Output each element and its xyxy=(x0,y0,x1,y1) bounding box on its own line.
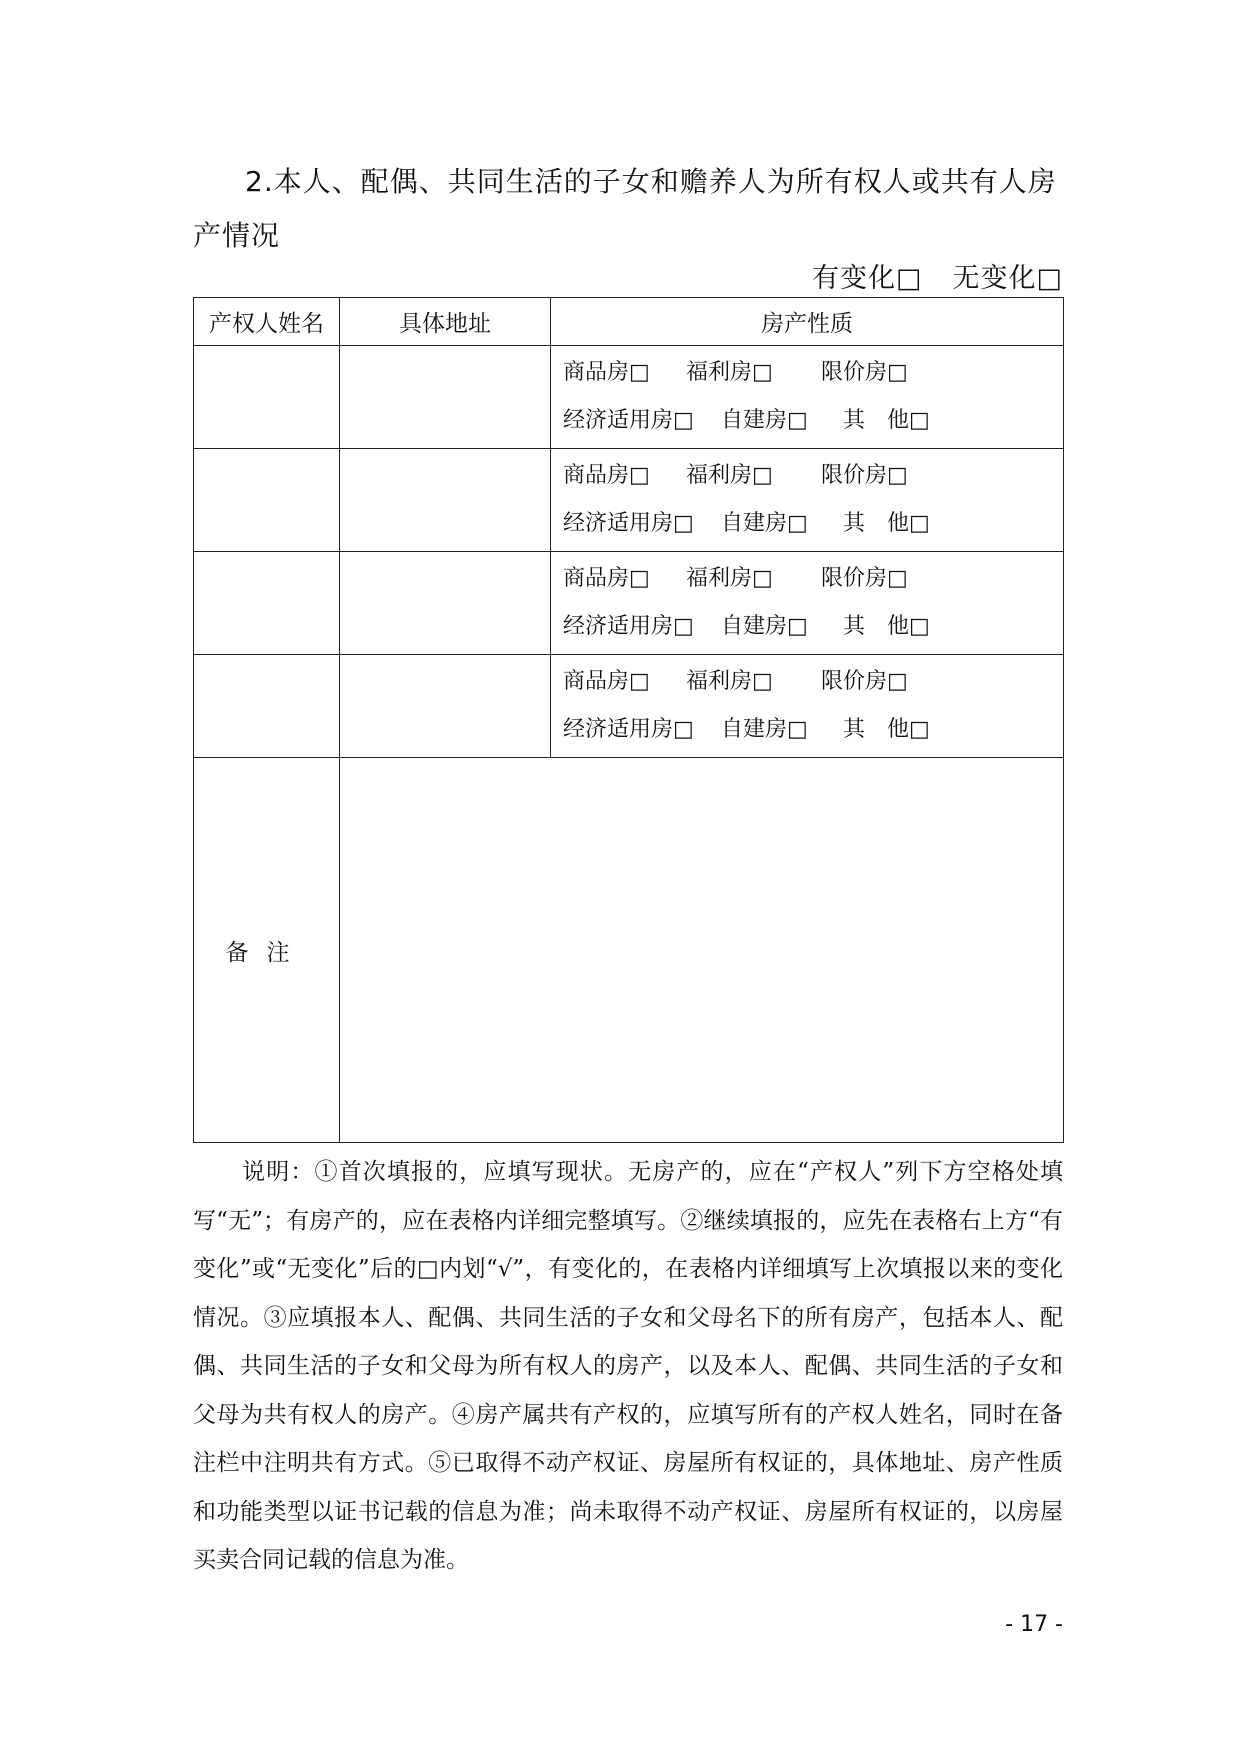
owner-cell[interactable] xyxy=(194,655,340,758)
type-commercial[interactable]: 商品房□ xyxy=(563,669,650,694)
changed-checkbox[interactable]: 有变化□ xyxy=(811,263,923,294)
property-table xyxy=(193,297,1064,1143)
owner-cell[interactable] xyxy=(194,346,340,449)
type-commercial[interactable]: 商品房□ xyxy=(563,360,650,385)
page-number: - 17 - xyxy=(1005,1612,1063,1637)
header-owner-name: 产权人姓名 xyxy=(194,298,340,346)
remarks-label: 备注 xyxy=(194,758,340,1143)
type-welfare[interactable]: 福利房□ xyxy=(686,463,773,488)
type-price-limited[interactable]: 限价房□ xyxy=(821,566,908,591)
property-type-cell xyxy=(551,346,1064,449)
remarks-row xyxy=(194,758,1064,1143)
type-line xyxy=(563,658,1063,706)
table-row xyxy=(194,346,1064,449)
remarks-cell[interactable] xyxy=(340,758,1064,1143)
type-line xyxy=(563,603,1063,651)
type-line xyxy=(563,555,1063,603)
type-welfare[interactable]: 福利房□ xyxy=(686,669,773,694)
table-row xyxy=(194,655,1064,758)
property-type-cell xyxy=(551,655,1064,758)
type-affordable[interactable]: 经济适用房□ xyxy=(563,614,694,639)
address-cell[interactable] xyxy=(340,346,551,449)
type-line xyxy=(563,349,1063,397)
header-address: 具体地址 xyxy=(340,298,551,346)
table-row xyxy=(194,449,1064,552)
heading-line-2: 产情况 xyxy=(193,219,281,252)
type-price-limited[interactable]: 限价房□ xyxy=(821,669,908,694)
table-row xyxy=(194,552,1064,655)
type-price-limited[interactable]: 限价房□ xyxy=(821,360,908,385)
instructions xyxy=(193,1148,1063,1585)
type-other[interactable]: 其 他□ xyxy=(843,408,930,433)
type-price-limited[interactable]: 限价房□ xyxy=(821,463,908,488)
instructions-text: 说明：①首次填报的，应填写现状。无房产的，应在“产权人”列下方空格处填写“无”；有房产的，应在表格内详细完整填写。②继续填报的，应先在表格右上方“有变化”或“无变化”后的□内划“√”，有变化的，在表格内详细填写上次填报以来的变化情况。③应填报本人、配偶、共同生活的子女和父母名下的所有房产，包括本人、配偶、共同生活的子女和父母为所有权人的房产，以及本人、配偶、共同生活的子女和父母为共有权人的房产。④房产属共有产权的，应填写所有的产权人姓名，同时在备注栏中注明共有方式。⑤已取得不动产权证、房屋所有权证的，具体地址、房产性质和功能类型以证书记载的信息为准；尚未取得不动产权证、房屋所有权证的，以房屋买卖合同记载的信息为准。 xyxy=(193,1159,1063,1573)
type-affordable[interactable]: 经济适用房□ xyxy=(563,408,694,433)
type-line xyxy=(563,500,1063,548)
type-commercial[interactable]: 商品房□ xyxy=(563,463,650,488)
owner-cell[interactable] xyxy=(194,449,340,552)
type-welfare[interactable]: 福利房□ xyxy=(686,360,773,385)
type-self-built[interactable]: 自建房□ xyxy=(721,614,808,639)
type-line xyxy=(563,397,1063,445)
unchanged-checkbox[interactable]: 无变化□ xyxy=(952,263,1063,294)
type-affordable[interactable]: 经济适用房□ xyxy=(563,511,694,536)
type-self-built[interactable]: 自建房□ xyxy=(721,717,808,742)
table-header-row xyxy=(194,298,1064,346)
change-status xyxy=(812,256,1063,295)
property-type-cell xyxy=(551,449,1064,552)
property-type-cell xyxy=(551,552,1064,655)
type-affordable[interactable]: 经济适用房□ xyxy=(563,717,694,742)
type-other[interactable]: 其 他□ xyxy=(843,717,930,742)
type-other[interactable]: 其 他□ xyxy=(843,614,930,639)
section-heading xyxy=(193,155,1063,263)
address-cell[interactable] xyxy=(340,655,551,758)
type-other[interactable]: 其 他□ xyxy=(843,511,930,536)
address-cell[interactable] xyxy=(340,552,551,655)
heading-line-1: 2.本人、配偶、共同生活的子女和赡养人为所有权人或共有人房 xyxy=(245,165,1057,198)
type-self-built[interactable]: 自建房□ xyxy=(721,511,808,536)
type-line xyxy=(563,706,1063,754)
type-line xyxy=(563,452,1063,500)
address-cell[interactable] xyxy=(340,449,551,552)
type-commercial[interactable]: 商品房□ xyxy=(563,566,650,591)
owner-cell[interactable] xyxy=(194,552,340,655)
type-welfare[interactable]: 福利房□ xyxy=(686,566,773,591)
type-self-built[interactable]: 自建房□ xyxy=(721,408,808,433)
header-property-type: 房产性质 xyxy=(551,298,1064,346)
